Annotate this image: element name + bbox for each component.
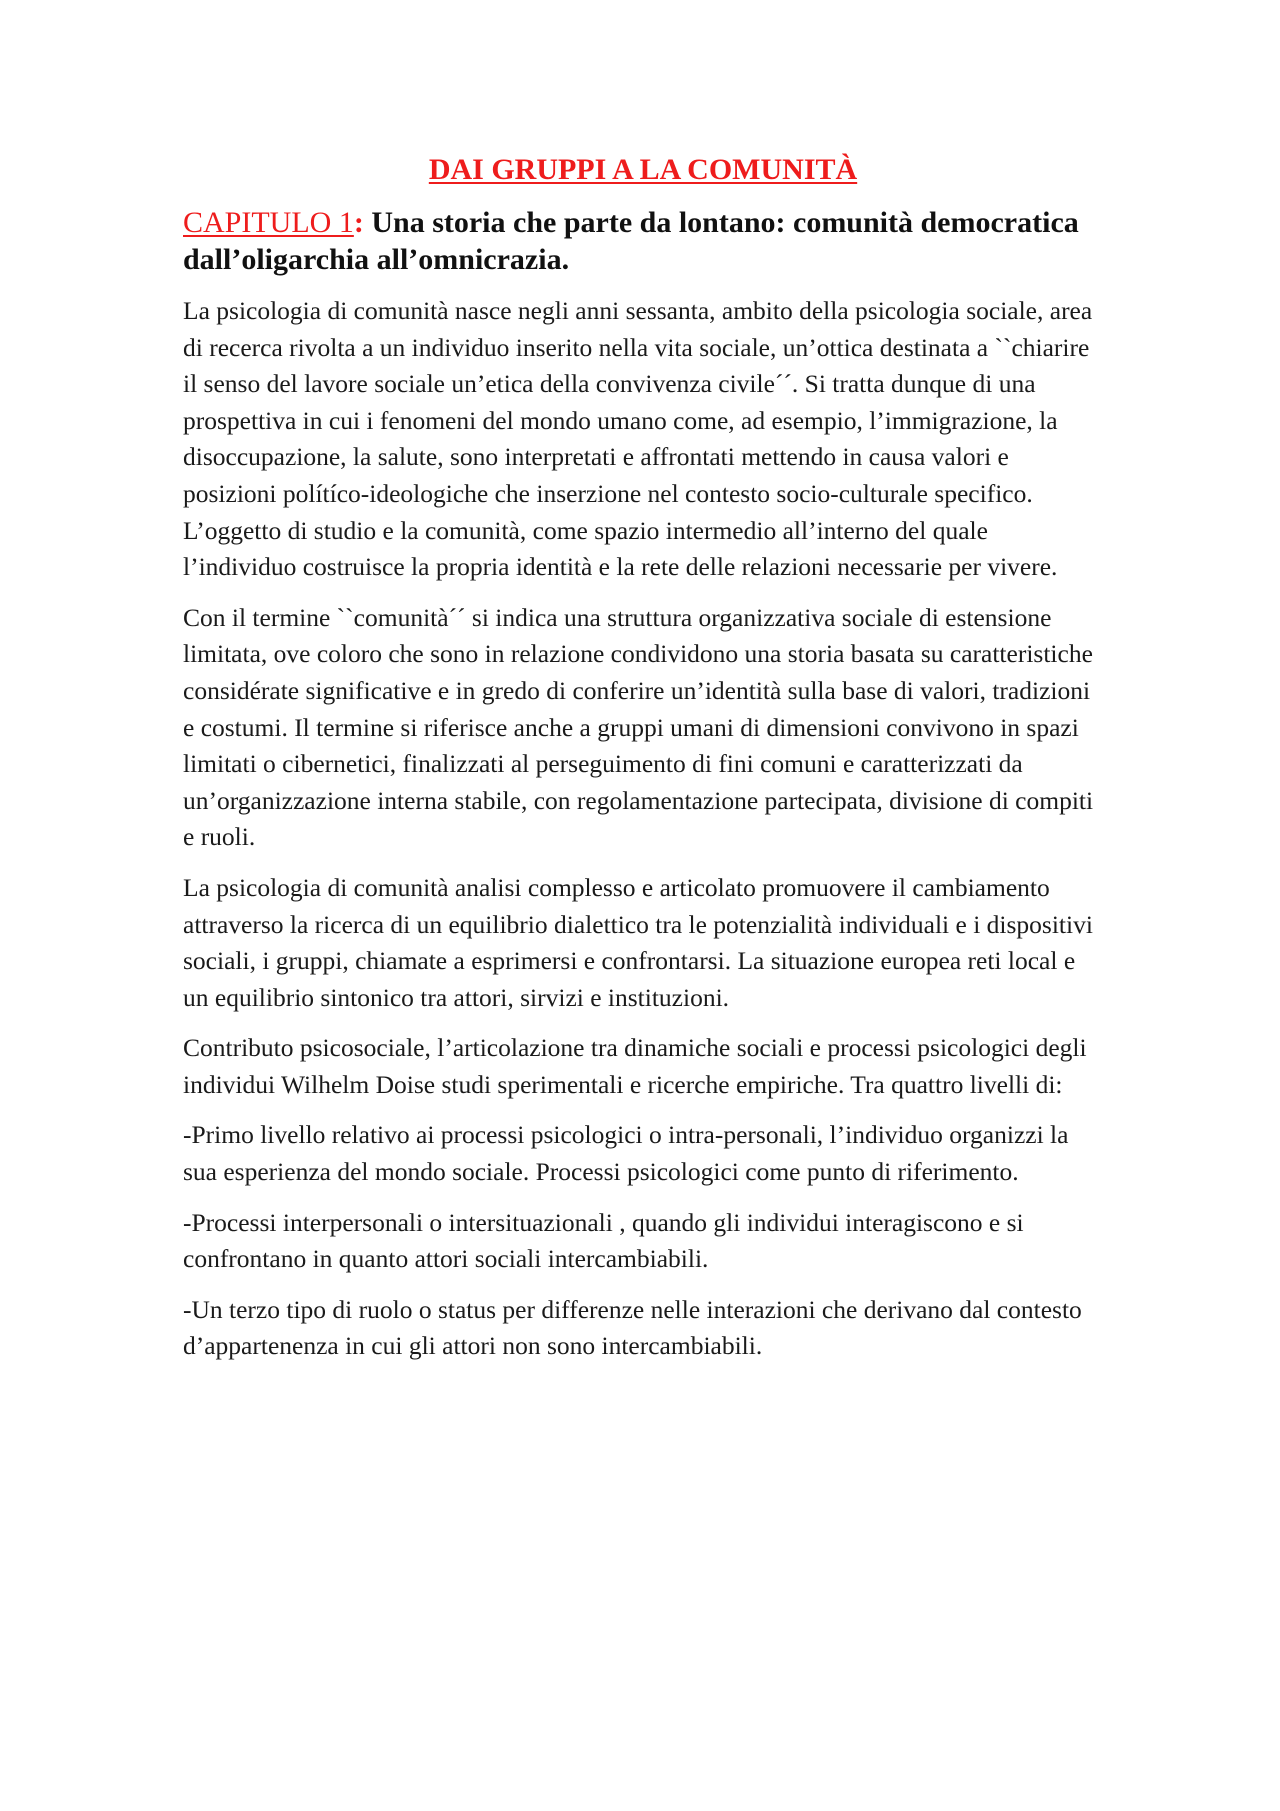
document-title: DAI GRUPPI A LA COMUNITÀ — [428, 153, 858, 186]
list-item-level-1: -Primo livello relativo ai processi psicologici o intra-personali, l’individuo organizzi la sua esperienza del mondo sociale. Processi psicologici come punto di riferimento. — [183, 1120, 1069, 1187]
list-item-level-3: -Un terzo tipo di ruolo o status per differenze nelle interazioni che derivano dal contesto d’appartenenza in cui gli attori non sono intercambiabili. — [183, 1294, 1082, 1361]
paragraph-intro: La psicologia di comunità nasce negli anni sessanta, ambito della psicologia sociale, area di recerca rivolta a un individuo inserito nella vita sociale, un’ottica destinata a ``chiarire il senso del lavore sociale un’etica della convivenza civile´´. Si tratta dunque di una prospettiva in cui i fenomeni del mondo umano come, ad esempio, l’immigrazione, la disoccupazione, la salute, sono interpretati e affrontati mettendo in causa valori e posizioni polítíco-ideologiche che inserzione nel contesto socio-culturale specifico. L’oggetto di studio e la comunità, come spazio intermedio all’interno del quale l’individuo costruisce la propria identità e la rete delle relazioni necessarie per vivere. — [183, 296, 1093, 582]
paragraph-analysis: La psicologia di comunità analisi complesso e articolato promuovere il cambiamento attraverso la ricerca di un equilibrio dialettico tra le potenzialità individuali e i dispositivi sociali, i gruppi, chiamate a esprimersi e confrontarsi. La situazione europea reti local e un equilibrio sintonico tra attori, sirvizi e instituzioni. — [183, 872, 1093, 1012]
chapter-colon: : — [353, 206, 364, 239]
document-body — [183, 150, 1103, 1379]
paragraph-definition: Con il termine ``comunità´´ si indica una struttura organizzativa sociale di estensione limitata, ove coloro che sono in relazione condividono una storia basata su caratteristiche considérate significative e in gredo di conferire un’identità sulla base di valori, tradizioni e costumi. Il termine si riferisce anche a gruppi umani di dimensioni convivono in spazi limitati o cibernetici, finalizzati al perseguimento di fini comuni e caratterizzati da un’organizzazione interna stabile, con regolamentazione partecipata, divisione di compiti e ruoli. — [183, 602, 1094, 852]
chapter-title: Una storia che parte da lontano: comunità democratica dall’oligarchia all’omnicrazia. — [183, 206, 1079, 276]
chapter-heading — [183, 204, 1103, 278]
chapter-label: CAPITULO 1 — [183, 206, 354, 239]
paragraph-contribution: Contributo psicosociale, l’articolazione tra dinamiche sociali e processi psicologici degli individui Wilhelm Doise studi sperimentali e ricerche empiriche. Tra quattro livelli di: — [183, 1033, 1087, 1099]
list-item-level-2: -Processi interpersonali o intersituazionali , quando gli individui interagiscono e si confrontano in quanto attori sociali intercambiabili. — [183, 1207, 1024, 1274]
